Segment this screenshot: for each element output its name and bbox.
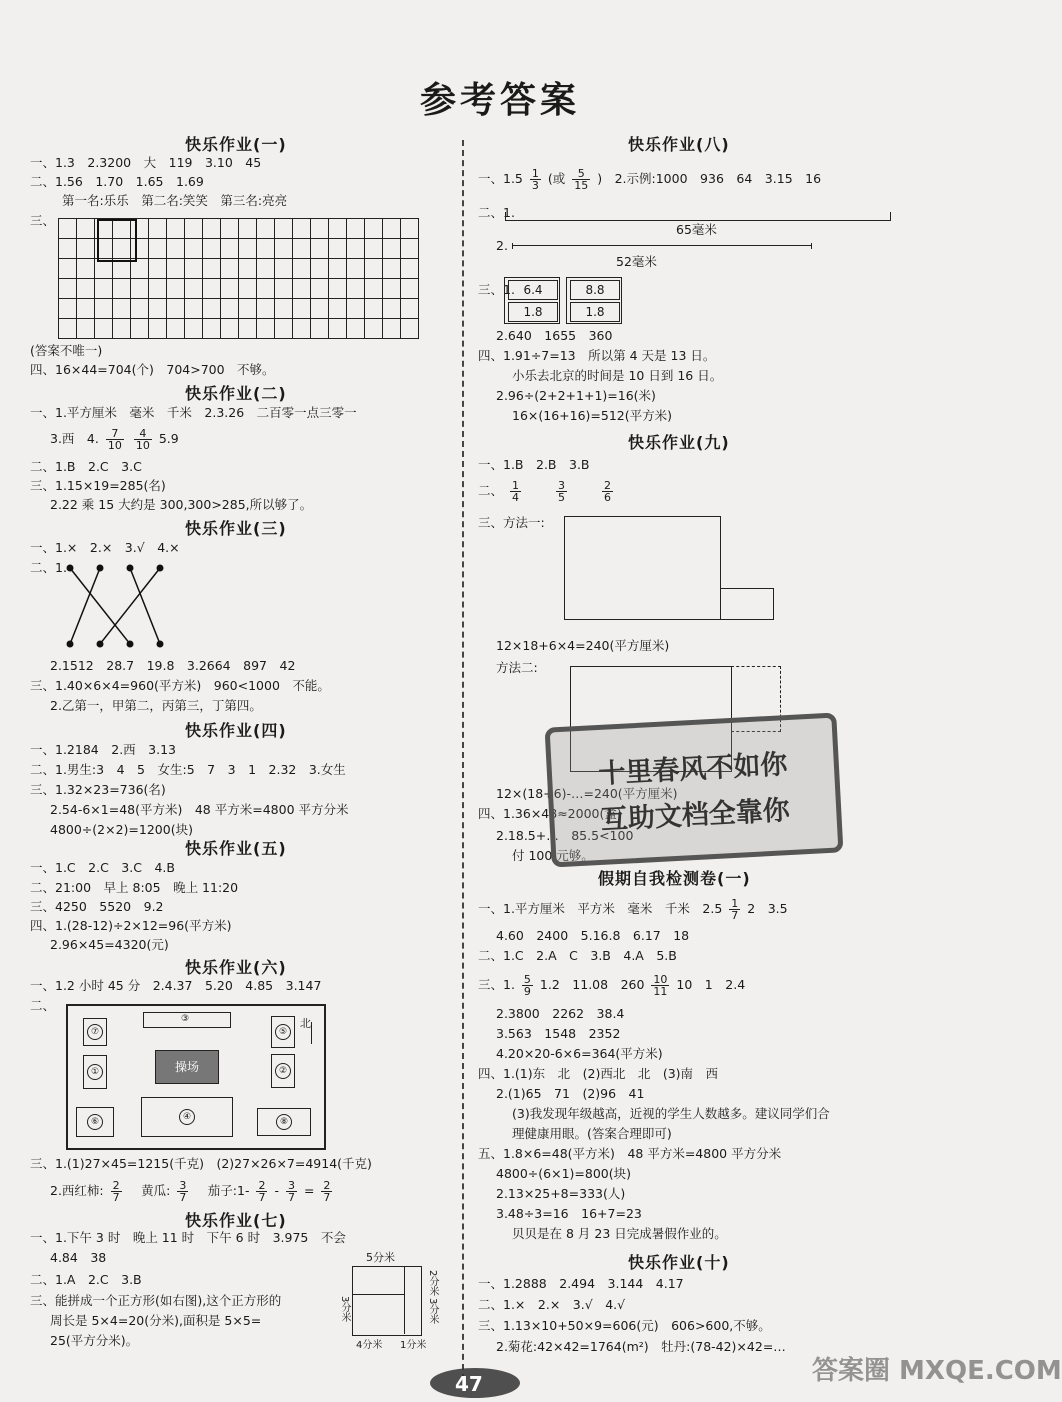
answer-cell: 1.8: [508, 302, 558, 322]
answer-line: 三、: [30, 213, 56, 228]
answer-line: 方法二:: [496, 660, 538, 675]
fraction: $\frac{7}{10}$: [107, 427, 122, 452]
answer-line: (3)我发现年级越高，近视的学生人数越多。建议同学们合: [512, 1106, 830, 1121]
section-heading: 快乐作业(五): [185, 839, 287, 858]
answer-line: 四、1.(1)东 北 (2)西北 北 (3)南 西: [478, 1066, 719, 1081]
answer-line: 4.84 38: [50, 1250, 107, 1265]
section-heading: 假期自我检测卷(一): [598, 869, 751, 888]
answer-line: 2.1512 28.7 19.8 3.2664 897 42: [50, 658, 296, 673]
answer-line: 二、1.男生:3 4 5 女生:5 7 3 1 2.32 3.女生: [30, 762, 346, 777]
dimension-label: 3分米: [427, 1298, 438, 1325]
answer-line: 12×18+6×4=240(平方厘米): [496, 638, 670, 653]
page-number: 47: [455, 1372, 483, 1396]
answer-line: 二、 $\frac{1}{4}$ $\frac{3}{5}$ $\frac{2}{6}$: [478, 479, 611, 504]
answer-line: 第一名:乐乐 第二名:笑笑 第三名:亮亮: [62, 193, 288, 208]
north-arrow-icon: [311, 1022, 312, 1044]
playground: 操场: [155, 1050, 219, 1084]
fraction: $\frac{10}{11}$: [653, 973, 668, 998]
answer-line: 三、1.13×10+50×9=606(元) 606>600,不够。: [478, 1318, 771, 1333]
map-building-2: ②: [271, 1054, 295, 1088]
answer-line: 一、1.5 $\frac{1}{3}$ (或 $\frac{5}{15}$ ) 2.示例:1000 936 64 3.15 16: [478, 167, 822, 192]
dimension-label: 5分米: [366, 1251, 395, 1264]
section-heading: 快乐作业(二): [185, 384, 287, 403]
answer-line: 二、21:00 早上 8:05 晚上 11:20: [30, 880, 239, 895]
answer-line: 三、1.: [478, 282, 515, 297]
column-divider: [462, 140, 464, 1380]
fraction: $\frac{3}{7}$: [287, 1179, 295, 1204]
fraction: $\frac{1}{7}$: [731, 897, 739, 922]
dimension-label: 3分米: [339, 1296, 350, 1323]
answer-line: 三、1. $\frac{5}{9}$ 1.2 11.08 260 $\frac{10}{11}$ 10 1 2.4: [478, 973, 746, 998]
answer-line: 小乐去北京的时间是 10 日到 16 日。: [512, 368, 723, 383]
answer-line: 二、: [30, 998, 56, 1013]
method1-rect: [564, 516, 721, 620]
answer-line: 4.20×20-6×6=364(平方米): [496, 1046, 663, 1061]
answer-line: 2.18.5+… 85.5<100: [496, 828, 634, 843]
fraction: $\frac{1}{4}$: [512, 479, 519, 504]
answer-line: 2.54-6×1=48(平方米) 48 平方米=4800 平方分米: [50, 802, 349, 817]
fraction: $\frac{2}{7}$: [258, 1179, 266, 1204]
dimension-label: 4分米: [356, 1340, 383, 1351]
answer-line: 一、1.2888 2.494 3.144 4.17: [478, 1276, 684, 1291]
answer-line: 一、1.平方厘米 平方米 毫米 千米 2.5 $\frac{1}{7}$ 2 3.5: [478, 897, 788, 922]
answer-line: 4800÷(2×2)=1200(块): [50, 822, 193, 837]
answer-cell: 8.8: [570, 280, 620, 300]
fraction: $\frac{3}{5}$: [557, 479, 565, 504]
answer-line: 一、1.下午 3 时 晚上 11 时 下午 6 时 3.975 不会: [30, 1230, 346, 1245]
line-segment-52mm: [512, 243, 812, 249]
map-building-5: ⑤: [271, 1016, 295, 1048]
answer-line: 4.60 2400 5.16.8 6.17 18: [496, 928, 690, 943]
answer-line: (答案不唯一): [30, 343, 103, 358]
section-heading: 快乐作业(八): [628, 135, 730, 154]
answer-line: 一、1.C 2.C 3.C 4.B: [30, 860, 175, 875]
map-building-1: ①: [83, 1055, 107, 1089]
fraction: $\frac{1}{3}$: [531, 167, 539, 192]
answer-cell: 1.8: [570, 302, 620, 322]
watermark-stamp: 十里春风不如你 互助文档全靠你: [545, 712, 844, 867]
line-segment-65mm: [505, 212, 891, 221]
answer-line: 2.640 1655 360: [496, 328, 613, 343]
answer-line: 一、1.2184 2.西 3.13: [30, 742, 176, 757]
answer-line: 16×(16+16)=512(平方米): [512, 408, 673, 423]
section-heading: 快乐作业(十): [628, 1253, 730, 1272]
answer-line: 三、4250 5520 9.2: [30, 899, 164, 914]
answer-line: 2.(1)65 71 (2)96 41: [496, 1086, 645, 1101]
section-heading: 快乐作业(六): [185, 958, 287, 977]
answer-line: 一、1.3 2.3200 大 119 3.10 45: [30, 155, 262, 170]
answer-line: 一、1.平方厘米 毫米 千米 2.3.26 二百零一点三零一: [30, 405, 357, 420]
answer-line: 一、1.B 2.B 3.B: [478, 457, 590, 472]
answer-line: 四、1.(28-12)÷2×12=96(平方米): [30, 918, 232, 933]
map-building-8: ⑧: [257, 1108, 311, 1136]
fraction: $\frac{2}{6}$: [603, 479, 611, 504]
answer-line: 二、1.A 2.C 3.B: [30, 1272, 142, 1287]
answer-frame: [566, 277, 622, 324]
site-watermark: 答案圈 MXQE.COM: [812, 1356, 1062, 1386]
answer-line: 三、能拼成一个正方形(如右图),这个正方形的: [30, 1293, 282, 1308]
answer-line: 二、1.C 2.A C 3.B 4.A 5.B: [478, 948, 677, 963]
section-heading: 快乐作业(九): [628, 433, 730, 452]
answer-line: 二、1.: [478, 205, 515, 220]
answer-line: 3.西 4. $\frac{7}{10}$ $\frac{4}{10}$ 5.9: [50, 427, 179, 452]
answer-line: 2.西红柿: $\frac{2}{7}$ 黄瓜: $\frac{3}{7}$ 茄子:1- $\frac{2}{7}$ - $\frac{3}{7}$ = $\frac{2}{7}$: [50, 1179, 331, 1204]
section-heading: 快乐作业(四): [185, 721, 287, 740]
answer-line: 四、1.36×48≈2000(盒): [478, 806, 622, 821]
answer-line: 四、1.91÷7=13 所以第 4 天是 13 日。: [478, 348, 716, 363]
answer-line: 12×(18+6)-…=240(平方厘米): [496, 786, 678, 801]
answer-line: 25(平方分米)。: [50, 1333, 139, 1348]
method1-small-rect: [720, 588, 774, 620]
grid-highlight: [97, 219, 137, 262]
answer-line: 付 100 元够。: [512, 848, 594, 863]
answer-line: 四、16×44=704(个) 704>700 不够。: [30, 362, 275, 377]
answer-line: 理健康用眼。(答案合理即可): [512, 1126, 672, 1141]
matching-lines-diagram: [60, 560, 170, 652]
answer-line: 2.96×45=4320(元): [50, 937, 169, 952]
fraction: $\frac{2}{7}$: [323, 1179, 331, 1204]
answer-line: 五、1.8×6=48(平方米) 48 平方米=4800 平方分米: [478, 1146, 782, 1161]
answer-line: 三、1.15×19=285(名): [30, 478, 166, 493]
answer-line: 三、方法一:: [478, 515, 545, 530]
answer-line: 三、1.40×6×4=960(平方米) 960<1000 不能。: [30, 678, 330, 693]
answer-line: 二、1.B 2.C 3.C: [30, 459, 142, 474]
answer-frame: [504, 277, 560, 324]
map-building-7: ⑦: [83, 1018, 107, 1046]
dimension-label: 2分米: [427, 1270, 438, 1297]
segment-label: 65毫米: [676, 222, 717, 237]
dimension-label: 1分米: [400, 1340, 427, 1351]
answer-line: 二、1.: [30, 560, 67, 575]
answer-line: 二、1.× 2.× 3.√ 4.√: [478, 1297, 626, 1312]
square-divider: [352, 1294, 404, 1295]
answer-line: 2.3800 2262 38.4: [496, 1006, 625, 1021]
map-building-6: ⑥: [76, 1107, 114, 1137]
map-building-3: ③: [143, 1012, 231, 1028]
section-heading: 快乐作业(七): [185, 1211, 287, 1230]
answer-line: 3.563 1548 2352: [496, 1026, 621, 1041]
answer-line: 一、1.2 小时 45 分 2.4.37 5.20 4.85 3.147: [30, 978, 322, 993]
answer-cell: 6.4: [508, 280, 558, 300]
section-heading: 快乐作业(一): [185, 135, 287, 154]
answer-line: 三、1.32×23=736(名): [30, 782, 166, 797]
answer-line: 3.48÷3=16 16+7=23: [496, 1206, 642, 1221]
answer-line: 三、1.(1)27×45=1215(千克) (2)27×26×7=4914(千克): [30, 1156, 372, 1171]
answer-line: 贝贝是在 8 月 23 日完成暑假作业的。: [512, 1226, 727, 1241]
answer-line: 周长是 5×4=20(分米),面积是 5×5=: [50, 1313, 262, 1328]
square-divider: [352, 1266, 405, 1334]
fraction: $\frac{5}{15}$: [574, 167, 589, 192]
fraction: $\frac{5}{9}$: [523, 973, 531, 998]
answer-line: 2.13×25+8=333(人): [496, 1186, 626, 1201]
segment-label: 52毫米: [616, 254, 657, 269]
fraction: $\frac{4}{10}$: [135, 427, 150, 452]
answer-line: 2.乙第一，甲第二，丙第三，丁第四。: [50, 698, 262, 713]
section-heading: 快乐作业(三): [185, 519, 287, 538]
page-title: 参考答案: [419, 79, 580, 121]
answer-line: 一、1.× 2.× 3.√ 4.×: [30, 540, 180, 555]
answer-line: 2.96÷(2+2+1+1)=16(米): [496, 388, 656, 403]
fraction: $\frac{2}{7}$: [112, 1179, 120, 1204]
answer-line: 4800÷(6×1)=800(块): [496, 1166, 632, 1181]
answer-line: 2.22 乘 15 大约是 300,300>285,所以够了。: [50, 497, 313, 512]
map-building-4: ④: [141, 1097, 233, 1137]
fraction: $\frac{3}{7}$: [179, 1179, 187, 1204]
answer-line: 二、1.56 1.70 1.65 1.69: [30, 174, 204, 189]
answer-line: 2.: [496, 238, 508, 253]
north-label: 北: [300, 1017, 311, 1030]
answer-line: 2.菊花:42×42=1764(m²) 牡丹:(78-42)×42=…: [496, 1339, 786, 1354]
